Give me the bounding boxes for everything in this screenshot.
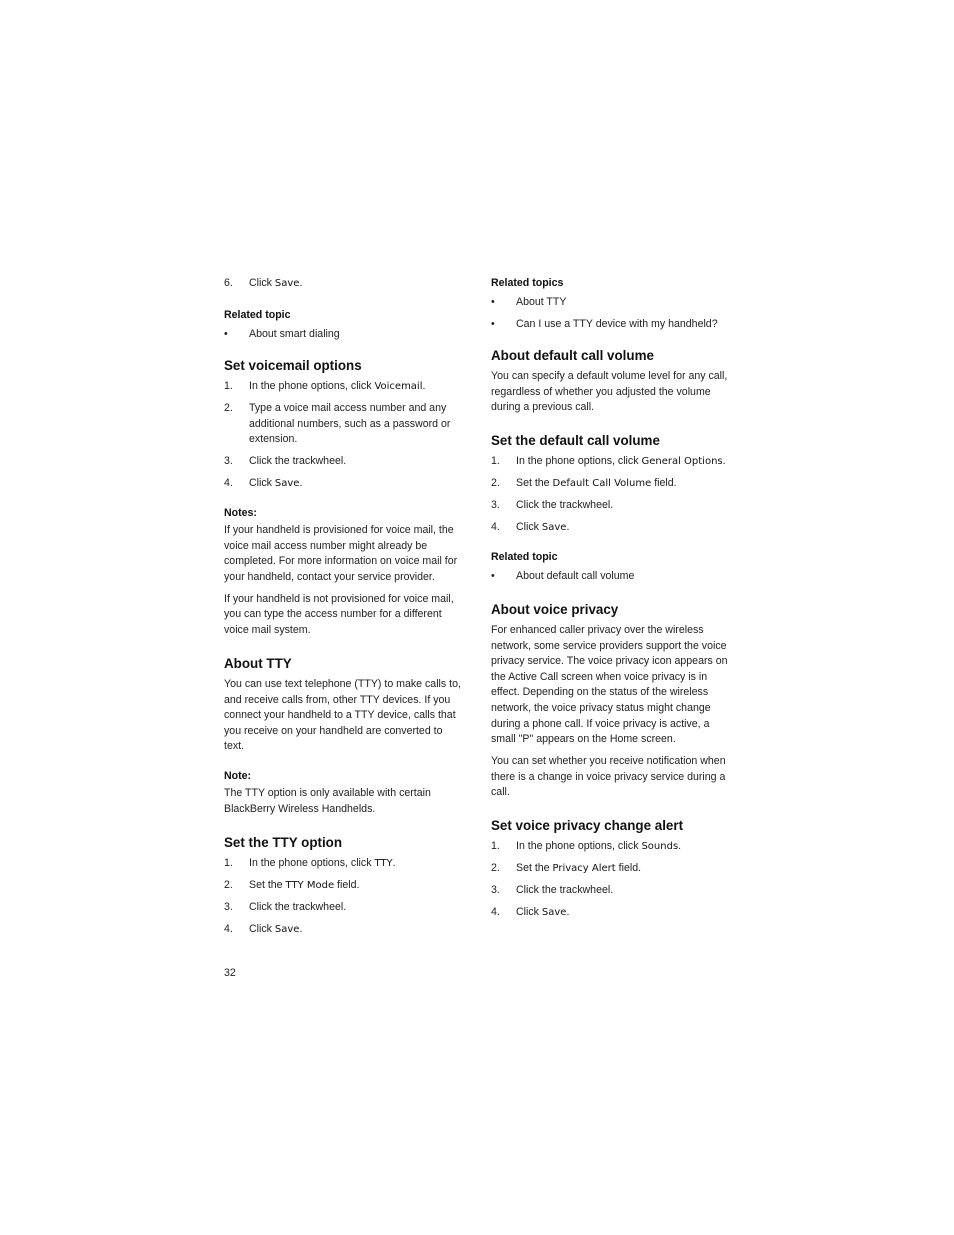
section-title-default-volume: About default call volume — [491, 347, 654, 363]
ui-term: Save — [274, 478, 300, 490]
step-suffix: . — [422, 379, 426, 392]
step — [224, 401, 464, 448]
step-click-save — [224, 276, 464, 292]
step-suffix: . — [566, 521, 570, 534]
step-prefix: In the phone options, click — [516, 840, 642, 853]
section-title-voicemail: Set voicemail options — [224, 357, 362, 373]
step-text — [249, 476, 464, 492]
step — [491, 476, 731, 492]
step — [491, 454, 731, 470]
notes-heading: Notes: — [224, 507, 257, 520]
step-number: 1. — [491, 455, 500, 468]
step-suffix: field. — [651, 477, 677, 490]
step — [224, 476, 464, 492]
step-text: Click the trackwheel. — [249, 900, 347, 913]
step-number: 4. — [224, 477, 233, 490]
step-text: Click the trackwheel. — [249, 455, 347, 468]
step — [491, 839, 731, 855]
step-suffix: . — [566, 906, 570, 919]
step-number: 2. — [491, 862, 500, 875]
section-title-privacy-alert: Set voice privacy change alert — [491, 818, 684, 834]
step-number: 2. — [491, 477, 500, 490]
step-number: 1. — [224, 856, 233, 869]
step-number: 3. — [491, 884, 500, 897]
note-paragraph: If your handheld is provisioned for voice mail, the voice mail access number might already be completed. For more information on voice mail for your handheld, contact your service provider. — [224, 524, 458, 583]
step-suffix: . — [722, 455, 726, 468]
bullet-icon: • — [491, 317, 495, 330]
related-link-text: About smart dialing — [249, 327, 340, 340]
step-suffix: . — [678, 840, 682, 853]
step-prefix: In the phone options, click — [249, 379, 375, 392]
step-suffix: . — [299, 477, 303, 490]
section-title-about-tty: About TTY — [224, 656, 292, 672]
step-text — [249, 922, 464, 938]
page-number: 32 — [224, 967, 236, 979]
step-text — [249, 856, 464, 872]
ui-term: Privacy Alert — [552, 863, 616, 875]
body-paragraph: You can use text telephone (TTY) to make calls to, and receive calls from, other TTY devices. If you connect your handheld to a TTY device, calls that you receive on your handheld are converted to text. — [224, 678, 461, 753]
related-topic-heading: Related topic — [224, 308, 291, 321]
ui-term: Save — [541, 907, 567, 919]
step-number: 2. — [224, 878, 233, 891]
step-text — [516, 861, 731, 877]
step-prefix: Click — [249, 922, 275, 935]
step-text: Type a voice mail access number and any additional numbers, such as a password or extension. — [249, 401, 451, 446]
step-text — [516, 476, 731, 492]
note-heading: Note: — [224, 770, 252, 783]
ui-term: TTY Mode — [285, 879, 335, 891]
step-suffix: field. — [334, 878, 360, 891]
section-title-voice-privacy: About voice privacy — [491, 602, 619, 618]
step-prefix: Set the — [516, 862, 553, 875]
step-suffix: . — [392, 856, 396, 869]
step-number: 2. — [224, 401, 233, 414]
related-topic-heading: Related topic — [491, 551, 558, 564]
step-number: 4. — [491, 906, 500, 919]
ui-term: Sounds — [641, 841, 679, 853]
related-link-text: Can I use a TTY device with my handheld? — [516, 317, 718, 330]
ui-term: Default Call Volume — [552, 478, 652, 490]
step-suffix: field. — [615, 862, 642, 875]
section-title-tty-option: Set the TTY option — [224, 834, 343, 850]
note-paragraph: If your handheld is not provisioned for voice mail, you can type the access number for a different voice mail system. — [224, 592, 454, 637]
step-prefix: In the phone options, click — [249, 856, 375, 869]
step-number: 4. — [491, 521, 500, 534]
related-topics-heading: Related topics — [491, 277, 564, 289]
body-paragraph: You can specify a default volume level for any call, regardless of whether you adjusted the volume during a previous call. — [491, 369, 728, 414]
related-link-text: About TTY — [516, 296, 567, 308]
step-prefix: Set the — [249, 878, 286, 891]
step-number: 6. — [224, 277, 233, 289]
step-text — [249, 379, 464, 395]
step — [224, 922, 464, 938]
step-text — [249, 878, 464, 894]
step-prefix: In the phone options, click — [516, 455, 642, 468]
bullet-icon: • — [224, 327, 228, 340]
ui-term: Save — [274, 923, 300, 935]
ui-term: Voicemail — [374, 380, 423, 392]
body-paragraph: You can set whether you receive notification when there is a change in voice privacy service during a call. — [491, 755, 726, 799]
left-column — [224, 276, 464, 944]
ui-term: Save — [541, 522, 567, 534]
ui-term: TTY — [374, 857, 393, 869]
note-paragraph: The TTY option is only available with certain BlackBerry Wireless Handhelds. — [224, 787, 431, 815]
related-topic-item — [224, 327, 464, 343]
step-number: 3. — [224, 455, 233, 468]
related-link-text: About default call volume — [516, 570, 635, 583]
step-text — [516, 454, 731, 470]
step — [491, 905, 731, 921]
step — [224, 379, 464, 395]
step-prefix: Click — [249, 277, 275, 289]
step-suffix: . — [299, 922, 303, 935]
ui-term: General Options — [641, 456, 723, 468]
step — [224, 878, 464, 894]
step-text: Click the trackwheel. — [516, 884, 614, 897]
step-text — [249, 276, 464, 292]
related-topic-item — [491, 317, 731, 333]
step-number: 3. — [224, 900, 233, 913]
step-prefix: Click — [516, 521, 542, 534]
step-number: 1. — [491, 840, 500, 853]
step — [491, 498, 731, 514]
step-suffix: . — [299, 277, 303, 289]
related-topic-item — [491, 569, 731, 585]
step-number: 3. — [491, 499, 500, 512]
bullet-icon: • — [491, 296, 495, 308]
step-text — [516, 905, 731, 921]
step-prefix: Click — [249, 477, 275, 490]
bullet-icon: • — [491, 570, 495, 583]
related-topic-item — [491, 295, 731, 311]
body-paragraph: For enhanced caller privacy over the wireless network, some service providers support the voice privacy service. The voice privacy icon appears on the Active Call screen when voice privacy is in effect. Depending on the status of the wireless network, the voice privacy status might change during a phone call. If voice privacy is active, a small "P" appears on the Home screen. — [491, 624, 728, 746]
section-title-set-volume: Set the default call volume — [491, 433, 660, 449]
step-text — [516, 839, 731, 855]
step — [224, 454, 464, 470]
step — [491, 883, 731, 899]
step — [491, 861, 731, 877]
step-number: 4. — [224, 922, 233, 935]
step-text: Click the trackwheel. — [516, 499, 614, 512]
step — [491, 520, 731, 536]
step-text — [516, 520, 731, 536]
step — [224, 900, 464, 916]
step-prefix: Click — [516, 906, 542, 919]
step-number: 1. — [224, 379, 233, 392]
step-prefix: Set the — [516, 477, 553, 490]
step — [224, 856, 464, 872]
ui-term: Save — [274, 278, 300, 289]
right-column — [491, 276, 731, 927]
